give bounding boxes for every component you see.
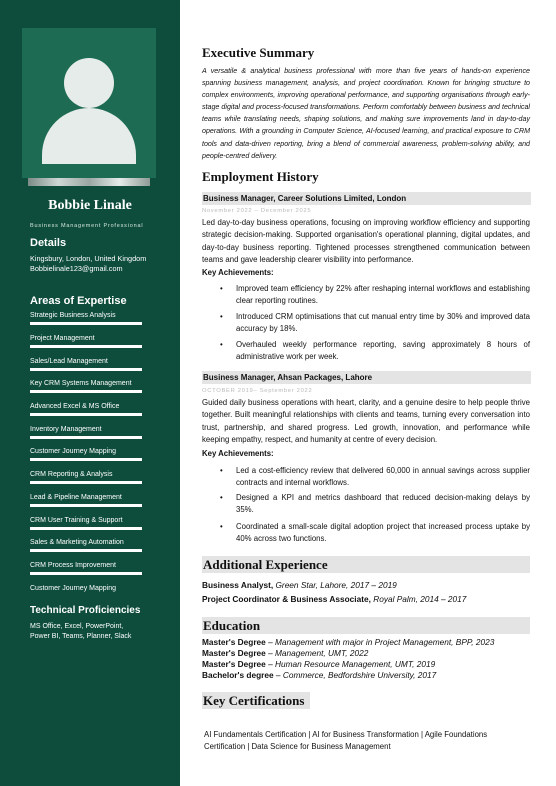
- education-band: [202, 617, 530, 634]
- additional-band: [202, 556, 530, 573]
- certifications-title: Key Certifications: [203, 693, 305, 708]
- skill-bar: [30, 549, 142, 552]
- education-item: [202, 648, 368, 658]
- key-achievements-label: Key Achievements:: [202, 268, 274, 277]
- email-text: Bobbielinale123@gmail.com: [30, 264, 123, 273]
- skill-label: Advanced Excel & MS Office: [30, 403, 120, 410]
- additional-title: Additional Experience: [203, 557, 328, 572]
- skill-item: [30, 448, 142, 461]
- skill-item: [30, 426, 142, 439]
- sidebar: [0, 0, 180, 786]
- expertise-heading: Areas of Expertise: [30, 295, 127, 307]
- photo-strip: [28, 178, 150, 186]
- skill-label: Project Management: [30, 335, 95, 342]
- skill-item: [30, 403, 142, 416]
- achievement-item: • Designed a KPI and metrics dashboard that reduced decision-making delays by 35%.: [220, 492, 530, 517]
- skill-bar: [30, 345, 142, 348]
- tech-heading: Technical Proficiencies: [30, 605, 141, 616]
- skill-label: CRM Process Improvement: [30, 562, 116, 569]
- education-item: [202, 637, 494, 647]
- education-detail: – Commerce, Bedfordshire University, 2017: [273, 670, 437, 680]
- skill-bar: [30, 322, 142, 325]
- achievement-text: Improved team efficiency by 22% after reshaping internal workflows and establishing clear reporting routines.: [236, 284, 530, 306]
- skill-label: Lead & Pipeline Management: [30, 494, 122, 501]
- location-text: Kingsbury, London, United Kingdom: [30, 254, 147, 263]
- job-dates: OCTOBER 2019– September 2022: [202, 388, 313, 394]
- education-degree: Bachelor's degree: [202, 670, 274, 680]
- achievement-text: Introduced CRM optimisations that cut manual entry time by 30% and improved data accuracy by 18%.: [236, 312, 530, 334]
- skill-label: Customer Journey Mapping: [30, 448, 116, 455]
- summary-text: A versatile & analytical business professional with more than five years of hands-on experience spanning business management, analysis, and project coordination. Known for bringing structure to complex environments, improving operational performance, and supporting organisations through early-stage digital and process-focused transformations. Perform comfortably between business and technical teams while translating needs, shaping solutions, and making sure improvements land in day-to-day operations. With a grounding in Computer Science, AI-focused learning, and practical exposure to CRM tools and data-driven reporting, bring a blend of commercial awareness, problem-solving ability, and people-centred delivery.: [202, 67, 530, 160]
- skill-item: [30, 312, 142, 325]
- job-dates: November 2022 – December 2025: [202, 208, 312, 214]
- skill-label: Inventory Management: [30, 426, 102, 433]
- achievement-text: Designed a KPI and metrics dashboard that reduced decision-making delays by 35%.: [236, 493, 530, 515]
- additional-item: [202, 580, 397, 590]
- key-achievements-label: Key Achievements:: [202, 449, 274, 458]
- education-item: [202, 659, 435, 669]
- education-degree: Master's Degree: [202, 659, 266, 669]
- job-description: Led day-to-day business operations, focusing on improving workflow efficiency and supporting strategic decision-making. Supported organisation's operational planning, digital updates, and day-to-day business reporting. Tightened processes strengthened communication between teams and gave leadership clearer visibility into performance.: [202, 218, 530, 265]
- skill-item: [30, 539, 142, 552]
- details-heading: Details: [30, 237, 67, 249]
- skill-bar: [30, 504, 142, 507]
- education-title: Education: [203, 618, 261, 633]
- job-description: Guided daily business operations with heart, clarity, and a genuine desire to help people thrive together. Built meaningful relationships with clients and teams, turning every conversation into trust, partnership, and shared progress. Led growth, innovation, and performance while keeping empathy, respect, and humanity at centre of every decision.: [202, 398, 530, 445]
- skill-label: Sales/Lead Management: [30, 358, 108, 365]
- additional-detail: Royal Palm, 2014 – 2017: [370, 594, 467, 604]
- skill-label: Strategic Business Analysis: [30, 312, 116, 319]
- job-role: Business Manager, Ahsan Packages, Lahore: [202, 371, 531, 384]
- skill-bar: [30, 572, 142, 575]
- avatar-body-icon: [42, 108, 136, 164]
- skill-label: CRM User Training & Support: [30, 517, 123, 524]
- achievement-text: Led a cost-efficiency review that delivered 60,000 in annual savings across supplier contracts and internal workflows.: [236, 466, 530, 488]
- skill-item: [30, 335, 142, 348]
- skill-bar: [30, 481, 142, 484]
- additional-role: Business Analyst,: [202, 580, 274, 590]
- skill-item: [30, 585, 142, 592]
- skill-label: CRM Reporting & Analysis: [30, 471, 113, 478]
- achievement-text: Overhauled weekly performance reporting, saving approximately 8 hours of administrative work per week.: [236, 340, 530, 362]
- achievement-text: Coordinated a small-scale digital adoption project that increased process uptake by 40% across two functions.: [236, 522, 530, 544]
- skill-bar: [30, 527, 142, 530]
- education-detail: – Human Resource Management, UMT, 2019: [265, 659, 436, 669]
- candidate-name: Bobbie Linale: [48, 198, 132, 213]
- skill-item: [30, 517, 142, 530]
- skill-label: Key CRM Systems Management: [30, 380, 132, 387]
- summary-title: Executive Summary: [202, 45, 315, 60]
- additional-item: [202, 594, 466, 604]
- achievement-item: • Introduced CRM optimisations that cut manual entry time by 30% and improved data accuracy by 18%.: [220, 311, 530, 336]
- skill-item: [30, 494, 142, 507]
- achievement-item: • Improved team efficiency by 22% after reshaping internal workflows and establishing clear reporting routines.: [220, 283, 530, 308]
- candidate-subtitle: Business Management Professional: [30, 223, 144, 229]
- achievement-item: • Coordinated a small-scale digital adoption project that increased process uptake by 40% across two functions.: [220, 521, 530, 546]
- skill-label: Customer Journey Mapping: [30, 585, 116, 592]
- education-degree: Master's Degree: [202, 648, 266, 658]
- tech-line: Power BI, Teams, Planner, Slack: [30, 633, 132, 640]
- additional-role: Project Coordinator & Business Associate,: [202, 594, 371, 604]
- job-role: Business Manager, Career Solutions Limited, London: [202, 192, 531, 205]
- skill-bar: [30, 368, 142, 371]
- skill-bar: [30, 458, 142, 461]
- certifications-text: AI Fundamentals Certification | AI for Business Transformation | Agile Foundations Certification | Data Science for Business Management: [204, 730, 488, 752]
- achievement-item: • Overhauled weekly performance reporting, saving approximately 8 hours of administrative work per week.: [220, 339, 530, 364]
- certifications-band: [202, 692, 310, 709]
- avatar-head-icon: [64, 58, 114, 108]
- tech-line: MS Office, Excel, PowerPoint,: [30, 623, 124, 630]
- skill-item: [30, 380, 142, 393]
- skill-item: [30, 471, 142, 484]
- employment-title: Employment History: [202, 169, 319, 184]
- skill-label: Sales & Marketing Automation: [30, 539, 124, 546]
- education-detail: – Management, UMT, 2022: [265, 648, 369, 658]
- achievement-item: • Led a cost-efficiency review that delivered 60,000 in annual savings across supplier contracts and internal workflows.: [220, 465, 530, 490]
- skill-bar: [30, 436, 142, 439]
- profile-photo: [22, 28, 156, 178]
- education-detail: – Management with major in Project Management, BPP, 2023: [265, 637, 495, 647]
- skill-bar: [30, 390, 142, 393]
- additional-detail: Green Star, Lahore, 2017 – 2019: [273, 580, 397, 590]
- education-item: [202, 670, 436, 680]
- skill-item: [30, 358, 142, 371]
- skill-item: [30, 562, 142, 575]
- education-degree: Master's Degree: [202, 637, 266, 647]
- skill-bar: [30, 413, 142, 416]
